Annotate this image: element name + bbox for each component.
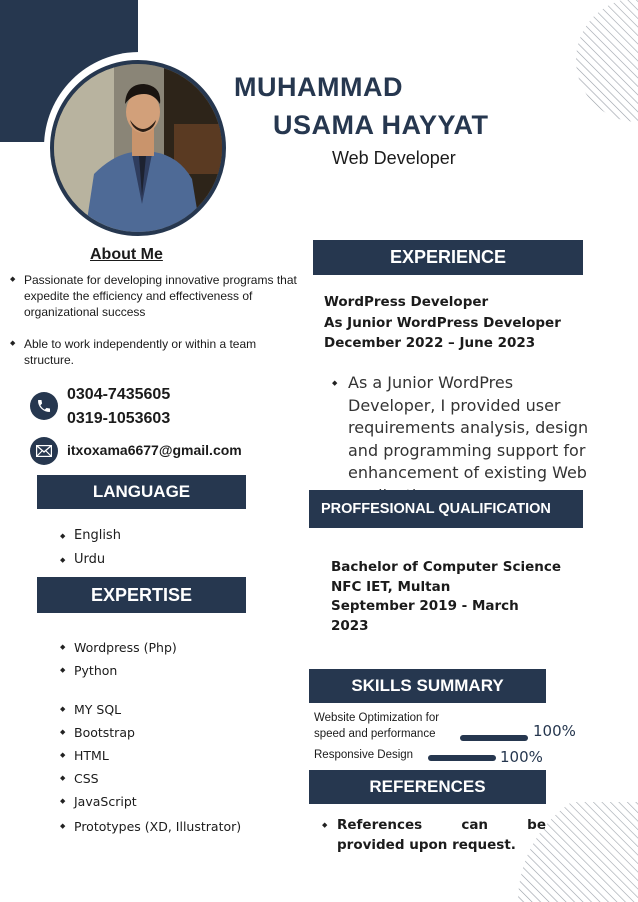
skill-bar-fill	[428, 755, 496, 761]
expertise-item: ◆ JavaScript	[60, 790, 241, 813]
expertise-list-2	[60, 698, 241, 838]
name-line-2: USAMA HAYYAT	[273, 110, 489, 140]
experience-details	[324, 292, 561, 354]
qualification-degree: Bachelor of Computer Science	[331, 559, 561, 575]
experience-description-list	[332, 372, 600, 507]
skills-heading: SKILLS SUMMARY	[309, 669, 546, 703]
about-point-text: Able to work independently or within a team structure.	[24, 337, 257, 367]
profile-photo	[50, 60, 226, 236]
expertise-item: ◆ Wordpress (Php)	[60, 636, 177, 659]
expertise-item: ◆ CSS	[60, 767, 241, 790]
experience-heading: EXPERIENCE	[313, 240, 583, 275]
skill-label: Website Optimization for speed and performance	[314, 712, 440, 740]
phone-number-2[interactable]: 0319-1053603	[67, 410, 171, 427]
skill-bar-track	[460, 735, 528, 741]
expertise-item: ◆ MY SQL	[60, 698, 241, 721]
expertise-item: ◆ HTML	[60, 744, 241, 767]
expertise-heading: EXPERTISE	[37, 577, 246, 613]
language-item: ◆ Urdu	[60, 548, 121, 572]
qualification-heading: PROFFESIONAL QUALIFICATION	[309, 490, 583, 528]
mail-icon	[30, 437, 58, 465]
experience-role: WordPress Developer	[324, 294, 489, 310]
language-item: ◆ English	[60, 524, 121, 548]
expertise-item: ◆ Python	[60, 659, 177, 682]
experience-description: ◆ As a Junior WordPres Developer, I provided user requirements analysis, design and programming support for enhancement of existing Web	[332, 372, 600, 507]
language-list	[60, 524, 121, 572]
skill-bar-track	[428, 755, 496, 761]
about-list	[10, 272, 298, 368]
name-line-1: MUHAMMAD	[234, 72, 403, 102]
qualification-institute: NFC IET, Multan	[331, 578, 451, 595]
qualification-dates: September 2019 - March 2023	[331, 598, 519, 634]
experience-position: As Junior WordPress Developer	[324, 314, 561, 331]
skill-percent: 100%	[533, 722, 576, 740]
about-point	[10, 272, 298, 320]
expertise-item: ◆ Bootstrap	[60, 721, 241, 744]
about-point-text: Passionate for developing innovative programs that expedite the efficiency and effectiveness of organizational success	[24, 273, 297, 319]
experience-dates: December 2022 – June 2023	[324, 335, 536, 351]
skill-percent: 100%	[500, 748, 543, 766]
skill-bar-fill	[460, 735, 528, 741]
about-heading: About Me	[90, 246, 163, 263]
job-title: Web Developer	[332, 148, 456, 168]
references-heading: REFERENCES	[309, 770, 546, 804]
phone-number-1[interactable]: 0304-7435605	[67, 386, 171, 403]
skill-label: Responsive Design	[314, 749, 414, 761]
references-list	[322, 815, 546, 855]
about-point	[10, 336, 298, 368]
expertise-list-1	[60, 636, 177, 682]
language-heading: LANGUAGE	[37, 475, 246, 509]
qualification-details	[331, 558, 561, 636]
references-text: ◆ References can be provided upon request.	[322, 815, 546, 855]
email-address[interactable]: itxoxama6677@gmail.com	[67, 442, 242, 458]
hatch-circle-top	[568, 0, 638, 124]
expertise-item: ◆ Prototypes (XD, Illustrator)	[60, 815, 241, 838]
phone-icon	[30, 392, 58, 420]
